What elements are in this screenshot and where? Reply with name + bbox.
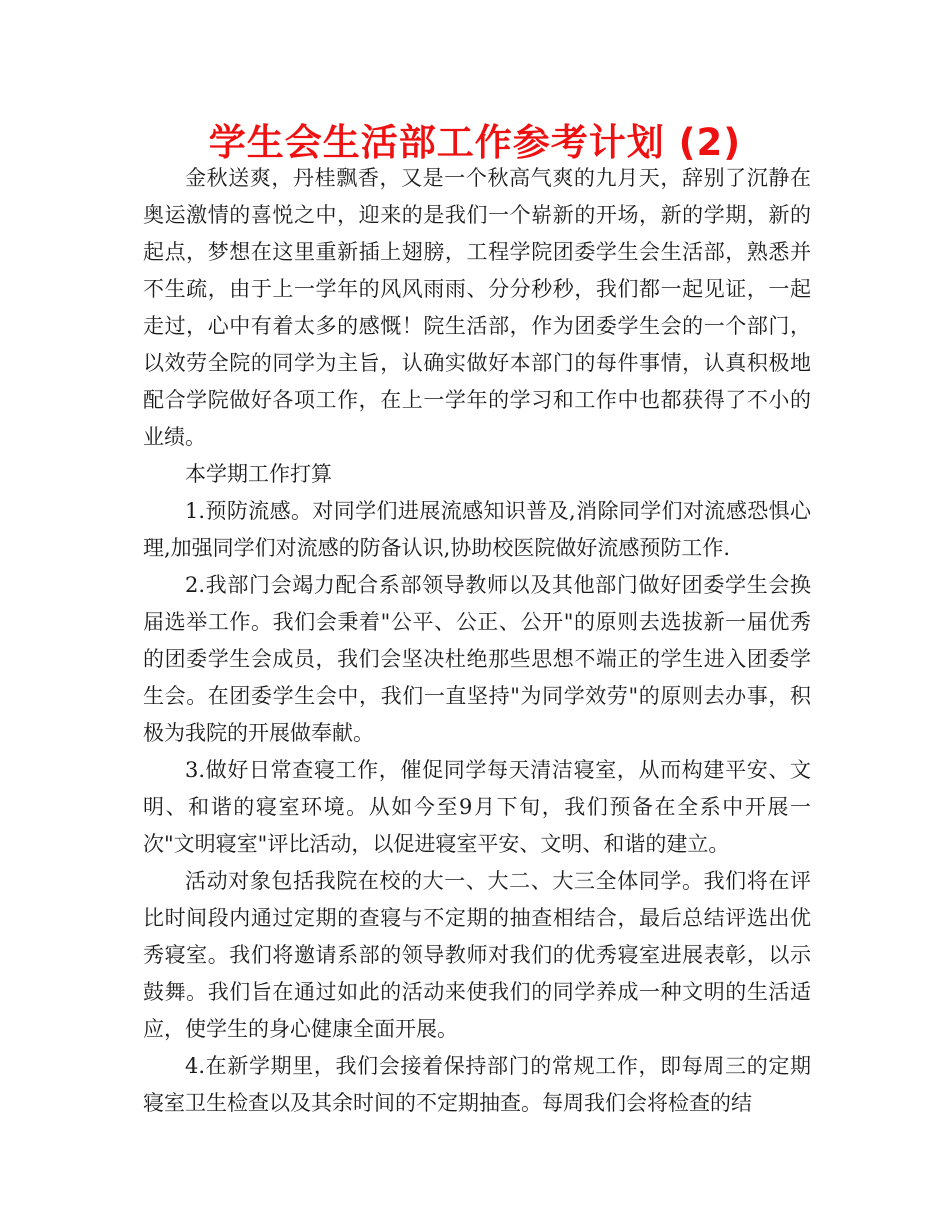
paragraph-activity: 活动对象包括我院在校的大一、大二、大三全体同学。我们将在评比时间段内通过定期的查寝与不定期的抽查相结合，最后总结评选出优秀寝室。我们将邀请系部的领导教师对我们的优秀寝室进展表彰，以示鼓舞。我们旨在通过如此的活动来使我们的同学养成一种文明的生活适应，使学生的身心健康全面开展。	[143, 869, 811, 1041]
document-title: 学生会生活部工作参考计划 (2)	[208, 121, 742, 164]
document-body	[143, 160, 811, 1122]
paragraph-intro: 金秋送爽，丹桂飘香，又是一个秋高气爽的九月天，辞别了沉静在奥运激情的喜悦之中，迎来的是我们一个崭新的开场，新的学期，新的起点，梦想在这里重新插上翅膀，工程学院团委学生会生活部，熟悉并不生疏，由于上一学年的风风雨雨、分分秒秒，我们都一起见证，一起走过，心中有着太多的感慨！院生活部，作为团委学生会的一个部门，以效劳全院的同学为主旨，认确实做好本部门的每件事情，认真积极地配合学院做好各项工作，在上一学年的学习和工作中也都获得了不小的业绩。	[143, 166, 811, 449]
paragraph-plan-heading: 本学期工作打算	[185, 462, 332, 486]
paragraph-item-3: 3.做好日常查寝工作，催促同学每天清洁寝室，从而构建平安、文明、和谐的寝室环境。从如今至9月下旬，我们预备在全系中开展一次"文明寝室"评比活动，以促进寝室平安、文明、和谐的建立。	[143, 758, 811, 856]
paragraph-item-2: 2.我部门会竭力配合系部领导教师以及其他部门做好团委学生会换届选举工作。我们会秉着"公平、公正、公开"的原则去选拔新一届优秀的团委学生会成员，我们会坚决杜绝那些思想不端正的学生进入团委学生会。在团委学生会中，我们一直坚持"为同学效劳"的原则去办事，积极为我院的开展做奉献。	[143, 573, 811, 745]
paragraph-item-1: 1.预防流感。对同学们进展流感知识普及,消除同学们对流感恐惧心理,加强同学们对流感的防备认识,协助校医院做好流感预防工作.	[143, 499, 811, 560]
paragraph-item-4: 4.在新学期里，我们会接着保持部门的常规工作，即每周三的定期寝室卫生检查以及其余时间的不定期抽查。每周我们会将检查的结	[143, 1054, 811, 1115]
